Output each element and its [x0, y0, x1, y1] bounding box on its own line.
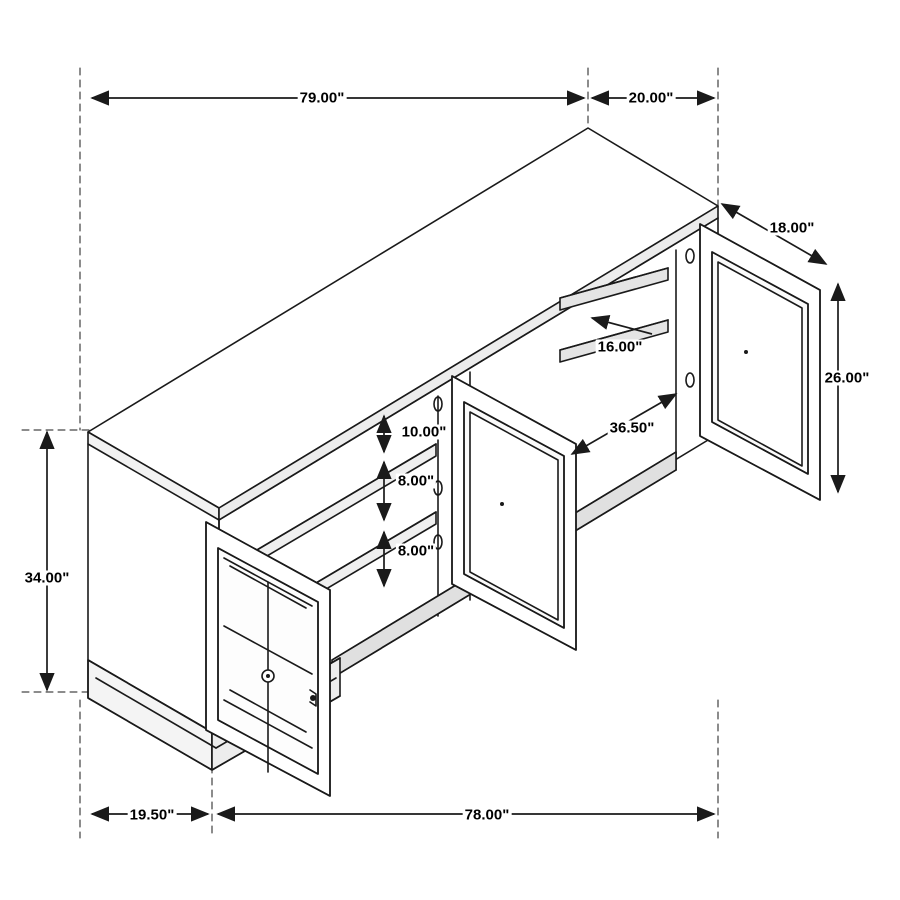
- right-door-open: [700, 224, 820, 500]
- dimension-top-depth: 20.00": [628, 89, 674, 107]
- dimension-base-left: 19.50": [129, 806, 175, 824]
- middle-door-open: [452, 376, 576, 650]
- dimension-opening-top: 10.00": [401, 423, 447, 441]
- dimension-opening-bottom: 8.00": [397, 542, 435, 560]
- dimension-shelf-depth: 16.00": [597, 338, 643, 356]
- dimension-right-door-width: 18.00": [769, 219, 815, 237]
- dimension-total-height: 34.00": [24, 569, 70, 587]
- dimension-opening-middle: 8.00": [397, 472, 435, 490]
- cabinet-top-panel: [88, 128, 718, 520]
- dimension-interior-width: 36.50": [609, 419, 655, 437]
- right-hinges: [686, 249, 694, 387]
- dimension-right-door-height: 26.00": [824, 369, 870, 387]
- arrow-shelf-depth: [592, 318, 652, 334]
- dimension-base-front: 78.00": [464, 806, 510, 824]
- dimension-top-width: 79.00": [299, 89, 345, 107]
